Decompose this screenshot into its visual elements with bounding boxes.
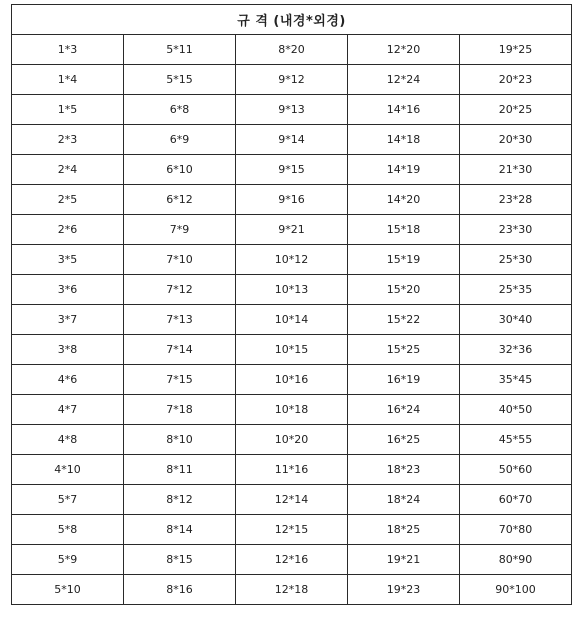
table-row <box>12 455 572 485</box>
table-row <box>12 545 572 575</box>
table-cell: 8*16 <box>124 575 236 605</box>
table-cell: 3*8 <box>12 335 124 365</box>
table-cell: 16*24 <box>348 395 460 425</box>
table-cell: 50*60 <box>460 455 572 485</box>
table-cell: 20*30 <box>460 125 572 155</box>
table-cell: 15*20 <box>348 275 460 305</box>
table-cell: 15*18 <box>348 215 460 245</box>
table-cell: 10*15 <box>236 335 348 365</box>
table-row <box>12 425 572 455</box>
table-cell: 10*20 <box>236 425 348 455</box>
table-cell: 10*12 <box>236 245 348 275</box>
table-header-row <box>12 5 572 35</box>
table-cell: 60*70 <box>460 485 572 515</box>
table-cell: 40*50 <box>460 395 572 425</box>
table-cell: 7*14 <box>124 335 236 365</box>
table-cell: 8*12 <box>124 485 236 515</box>
table-cell: 12*16 <box>236 545 348 575</box>
table-cell: 6*12 <box>124 185 236 215</box>
table-cell: 14*16 <box>348 95 460 125</box>
table-cell: 3*5 <box>12 245 124 275</box>
table-cell: 14*20 <box>348 185 460 215</box>
table-cell: 25*30 <box>460 245 572 275</box>
table-row <box>12 245 572 275</box>
table-cell: 10*18 <box>236 395 348 425</box>
table-cell: 2*5 <box>12 185 124 215</box>
table-cell: 8*20 <box>236 35 348 65</box>
table-cell: 10*13 <box>236 275 348 305</box>
table-cell: 10*16 <box>236 365 348 395</box>
table-cell: 6*10 <box>124 155 236 185</box>
table-cell: 20*23 <box>460 65 572 95</box>
table-cell: 15*19 <box>348 245 460 275</box>
table-cell: 4*6 <box>12 365 124 395</box>
table-cell: 90*100 <box>460 575 572 605</box>
table-cell: 30*40 <box>460 305 572 335</box>
table-cell: 45*55 <box>460 425 572 455</box>
table-cell: 19*23 <box>348 575 460 605</box>
table-cell: 1*5 <box>12 95 124 125</box>
table-cell: 18*23 <box>348 455 460 485</box>
table-cell: 5*8 <box>12 515 124 545</box>
table-row <box>12 575 572 605</box>
table-cell: 16*19 <box>348 365 460 395</box>
table-cell: 6*9 <box>124 125 236 155</box>
table-cell: 15*22 <box>348 305 460 335</box>
table-row <box>12 335 572 365</box>
table-cell: 1*3 <box>12 35 124 65</box>
table-cell: 1*4 <box>12 65 124 95</box>
table-cell: 4*7 <box>12 395 124 425</box>
table-row <box>12 215 572 245</box>
table-cell: 9*14 <box>236 125 348 155</box>
table-cell: 8*15 <box>124 545 236 575</box>
table-cell: 9*16 <box>236 185 348 215</box>
table-row <box>12 305 572 335</box>
table-cell: 9*21 <box>236 215 348 245</box>
table-title: 규 격 (내경*외경) <box>12 5 572 35</box>
table-body <box>12 35 572 605</box>
table-row <box>12 185 572 215</box>
table-cell: 12*24 <box>348 65 460 95</box>
table-cell: 20*25 <box>460 95 572 125</box>
table-cell: 12*20 <box>348 35 460 65</box>
table-cell: 11*16 <box>236 455 348 485</box>
table-cell: 7*13 <box>124 305 236 335</box>
table-row <box>12 485 572 515</box>
table-cell: 32*36 <box>460 335 572 365</box>
table-cell: 5*10 <box>12 575 124 605</box>
table-cell: 16*25 <box>348 425 460 455</box>
table-cell: 14*19 <box>348 155 460 185</box>
table-cell: 7*12 <box>124 275 236 305</box>
table-row <box>12 275 572 305</box>
spec-table <box>11 4 572 605</box>
table-cell: 6*8 <box>124 95 236 125</box>
table-cell: 3*7 <box>12 305 124 335</box>
table-cell: 9*13 <box>236 95 348 125</box>
table-cell: 2*3 <box>12 125 124 155</box>
table-cell: 70*80 <box>460 515 572 545</box>
table-cell: 8*11 <box>124 455 236 485</box>
table-row <box>12 365 572 395</box>
table-cell: 21*30 <box>460 155 572 185</box>
table-cell: 23*30 <box>460 215 572 245</box>
table-row <box>12 395 572 425</box>
table-cell: 5*7 <box>12 485 124 515</box>
table-cell: 18*24 <box>348 485 460 515</box>
table-row <box>12 155 572 185</box>
table-cell: 12*18 <box>236 575 348 605</box>
table-cell: 35*45 <box>460 365 572 395</box>
table-row <box>12 35 572 65</box>
table-cell: 12*15 <box>236 515 348 545</box>
table-row <box>12 65 572 95</box>
table-row <box>12 125 572 155</box>
table-cell: 15*25 <box>348 335 460 365</box>
table-cell: 4*10 <box>12 455 124 485</box>
table-cell: 7*10 <box>124 245 236 275</box>
table-cell: 14*18 <box>348 125 460 155</box>
table-cell: 3*6 <box>12 275 124 305</box>
table-row <box>12 515 572 545</box>
table-cell: 9*12 <box>236 65 348 95</box>
table-cell: 5*9 <box>12 545 124 575</box>
table-cell: 7*9 <box>124 215 236 245</box>
table-cell: 5*15 <box>124 65 236 95</box>
table-cell: 2*6 <box>12 215 124 245</box>
table-cell: 10*14 <box>236 305 348 335</box>
table-cell: 7*18 <box>124 395 236 425</box>
table-cell: 9*15 <box>236 155 348 185</box>
table-cell: 19*21 <box>348 545 460 575</box>
table-cell: 25*35 <box>460 275 572 305</box>
table-cell: 19*25 <box>460 35 572 65</box>
table-cell: 2*4 <box>12 155 124 185</box>
table-cell: 7*15 <box>124 365 236 395</box>
table-cell: 23*28 <box>460 185 572 215</box>
table-cell: 12*14 <box>236 485 348 515</box>
table-cell: 5*11 <box>124 35 236 65</box>
table-cell: 4*8 <box>12 425 124 455</box>
table-cell: 8*10 <box>124 425 236 455</box>
table-cell: 80*90 <box>460 545 572 575</box>
table-cell: 8*14 <box>124 515 236 545</box>
table-row <box>12 95 572 125</box>
table-cell: 18*25 <box>348 515 460 545</box>
